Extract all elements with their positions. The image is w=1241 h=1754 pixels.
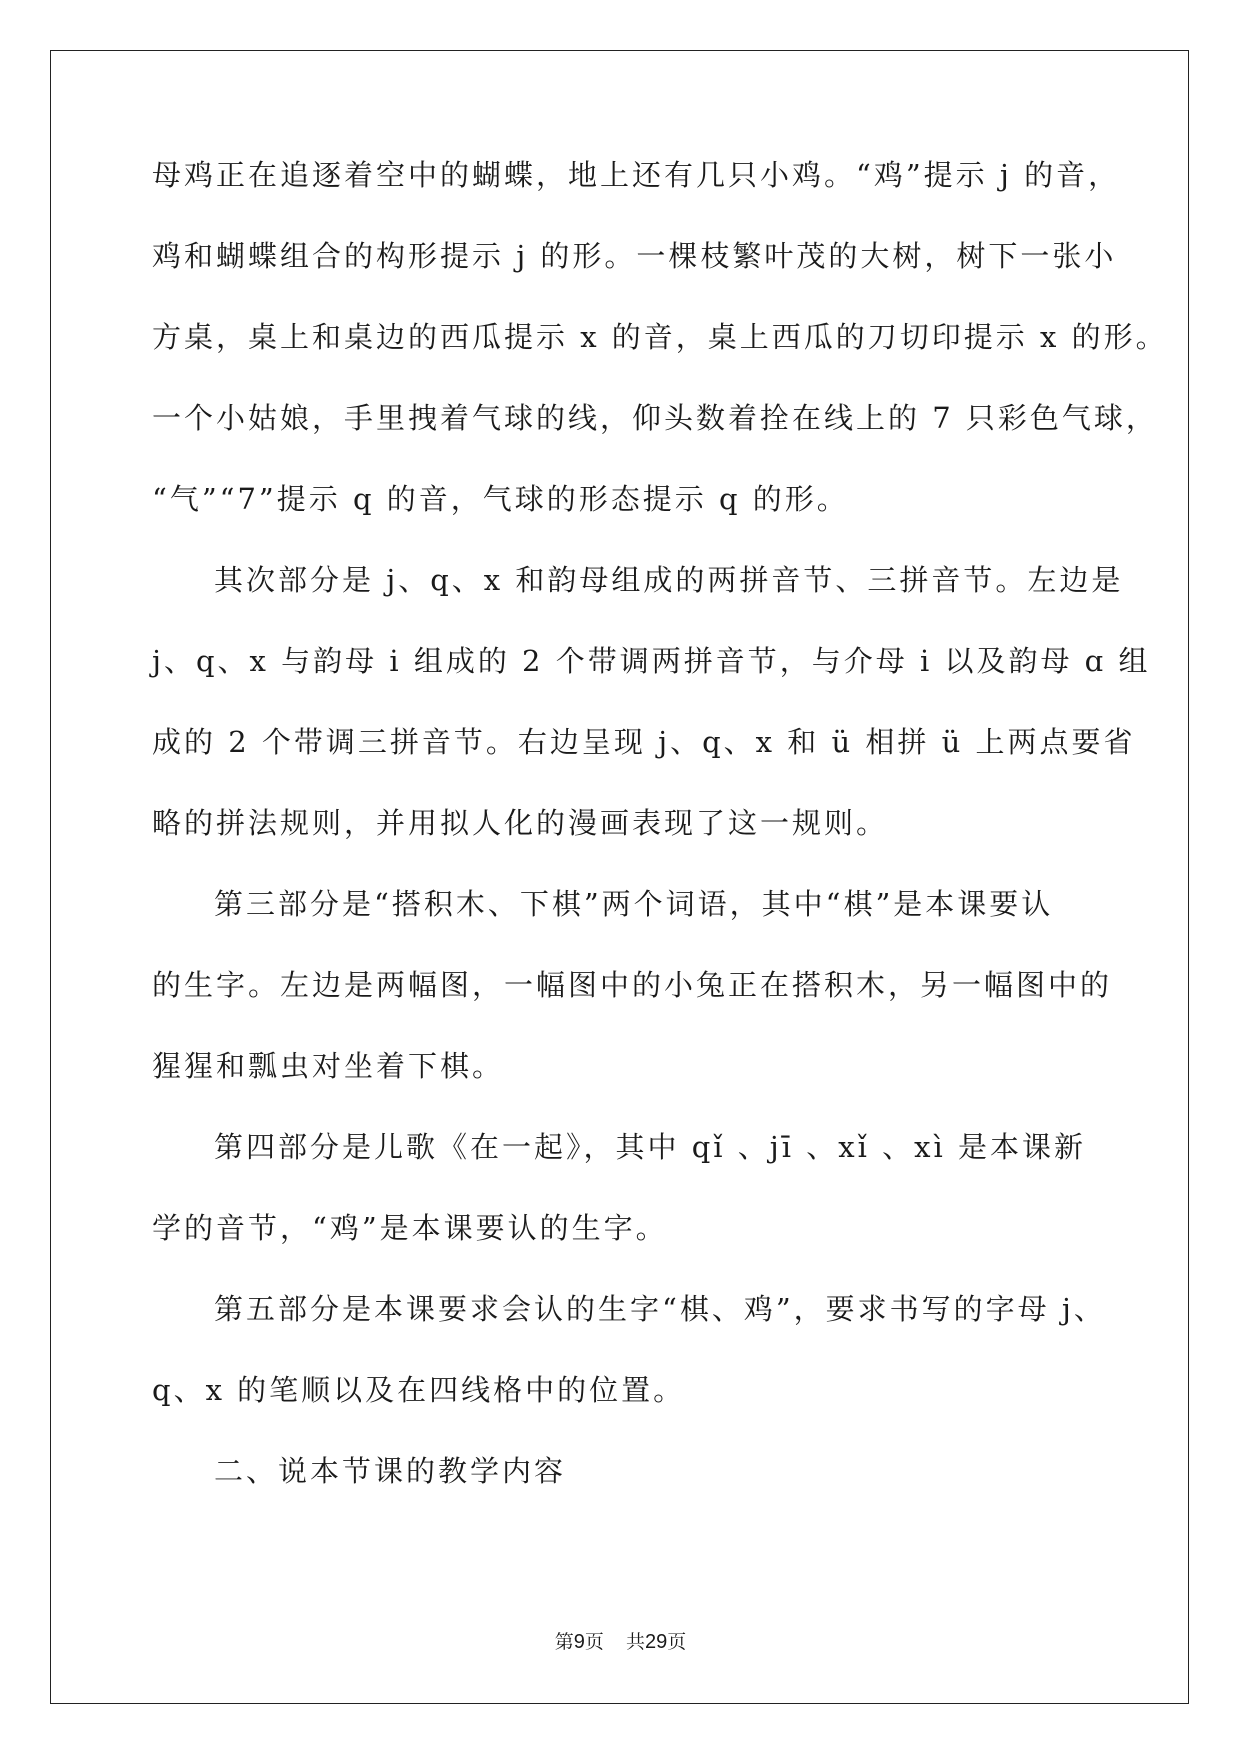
footer-page-suffix: 页 <box>584 1631 604 1653</box>
text-line: 猩猩和瓢虫对坐着下棋。 <box>152 1049 505 1083</box>
footer-total-suffix: 页 <box>667 1631 687 1653</box>
page-footer <box>0 1627 1241 1654</box>
footer-total-pages: 29 <box>644 1631 668 1653</box>
text-line: 学的音节，“鸡”是本课要认的生字。 <box>152 1211 668 1245</box>
text-line: 母鸡正在追逐着空中的蝴蝶，地上还有几只小鸡。“鸡”提示 j 的音， <box>152 158 1121 192</box>
footer-total-prefix: 共 <box>625 1631 645 1653</box>
text-line: 成的 2 个带调三拼音节。右边呈现 j、q、x 和 ü 相拼 ü 上两点要省 <box>152 725 1136 759</box>
text-line: 其次部分是 j、q、x 和韵母组成的两拼音节、三拼音节。左边是 <box>214 563 1124 597</box>
text-line: “气”“7”提示 q 的音，气球的形态提示 q 的形。 <box>152 482 849 516</box>
text-line: 的生字。左边是两幅图，一幅图中的小兔正在搭积木，另一幅图中的 <box>152 968 1113 1002</box>
document-body <box>152 155 1168 1532</box>
text-line: 略的拼法规则，并用拟人化的漫画表现了这一规则。 <box>152 806 889 840</box>
text-line: 第三部分是“搭积木、下棋”两个词语，其中“棋”是本课要认 <box>214 887 1054 921</box>
text-line: 第五部分是本课要求会认的生字“棋、鸡”，要求书写的字母 j、 <box>214 1292 1106 1326</box>
text-line: j、q、x 与韵母 i 组成的 2 个带调两拼音节，与介母 i 以及韵母 ɑ 组 <box>152 644 1151 678</box>
text-line: 一个小姑娘，手里拽着气球的线，仰头数着拴在线上的 7 只彩色气球， <box>152 401 1158 435</box>
text-line: 第四部分是儿歌《在一起》，其中 qǐ 、jī 、xǐ 、xì 是本课新 <box>214 1130 1086 1164</box>
text-line: 方桌，桌上和桌边的西瓜提示 x 的音，桌上西瓜的刀切印提示 x 的形。 <box>152 320 1168 354</box>
text-line: q、x 的笔顺以及在四线格中的位置。 <box>152 1373 686 1407</box>
text-line: 鸡和蝴蝶组合的构形提示 j 的形。一棵枝繁叶茂的大树，树下一张小 <box>152 239 1117 273</box>
footer-page-number: 9 <box>573 1631 585 1653</box>
footer-page-prefix: 第 <box>554 1631 574 1653</box>
text-line: 二、说本节课的教学内容 <box>214 1454 567 1488</box>
